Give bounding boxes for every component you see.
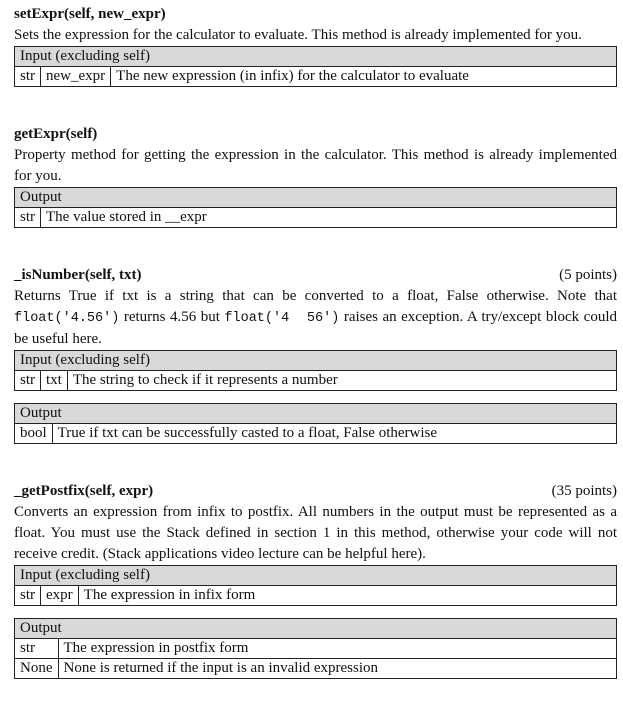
return-type: str [15,208,41,228]
table-row [15,208,617,228]
param-description: The expression in infix form [78,586,616,606]
output-header: Output [15,188,617,208]
input-header: Input (excluding self) [15,351,617,371]
param-name: new_expr [41,67,111,87]
getpostfix-input-table [14,565,617,606]
output-header: Output [15,404,617,424]
table-row [15,659,617,679]
table-row [15,586,617,606]
param-description: The string to check if it represents a number [67,371,616,391]
input-header: Input (excluding self) [15,47,617,67]
getpostfix-output-table [14,618,617,679]
table-row [15,371,617,391]
getpostfix-description: Converts an expression from infix to postfix. All numbers in the output must be represented as a float. You must use the Stack defined in section 1 in this method, otherwise your code will not receive credit. (Stack applications video lecture can be helpful here). [14,504,617,562]
isnumber-output-table [14,403,617,444]
setexpr-title: setExpr(self, new_expr) [14,6,166,22]
isnumber-description: Returns True if txt is a string that can be converted to a float, False otherwise. Note that float('4.56') returns 4.56 but float('4 56') raises an exception. A try/except block could be useful here. [14,288,617,347]
param-type: str [15,371,41,391]
setexpr-description: Sets the expression for the calculator to evaluate. This method is already implemented for you. [14,27,582,43]
param-type: str [15,67,41,87]
getexpr-description: Property method for getting the expression in the calculator. This method is already implemented for you. [14,147,617,184]
isnumber-points: (5 points) [559,267,617,283]
input-header: Input (excluding self) [15,566,617,586]
getpostfix-points: (35 points) [551,483,617,499]
getexpr-title: getExpr(self) [14,126,98,142]
table-row [15,639,617,659]
param-name: expr [41,586,79,606]
return-description: True if txt can be successfully casted to a float, False otherwise [52,424,616,444]
output-header: Output [15,619,617,639]
return-type: None [15,659,59,679]
getpostfix-title: _getPostfix(self, expr) (35 points) [14,481,617,502]
table-row [15,424,617,444]
return-description: None is returned if the input is an invalid expression [58,659,617,679]
isnumber-title: _isNumber(self, txt) (5 points) [14,265,617,286]
param-description: The new expression (in infix) for the calculator to evaluate [111,67,617,87]
table-row [15,67,617,87]
document-page [14,4,617,679]
code-snippet: float('4.56') [14,311,120,326]
getexpr-output-table [14,187,617,228]
setexpr-input-table [14,46,617,87]
param-type: str [15,586,41,606]
return-description: The value stored in __expr [41,208,617,228]
param-name: txt [41,371,68,391]
return-description: The expression in postfix form [58,639,617,659]
isnumber-input-table [14,350,617,391]
return-type: bool [15,424,53,444]
code-snippet: float('4 56') [224,311,340,326]
return-type: str [15,639,59,659]
